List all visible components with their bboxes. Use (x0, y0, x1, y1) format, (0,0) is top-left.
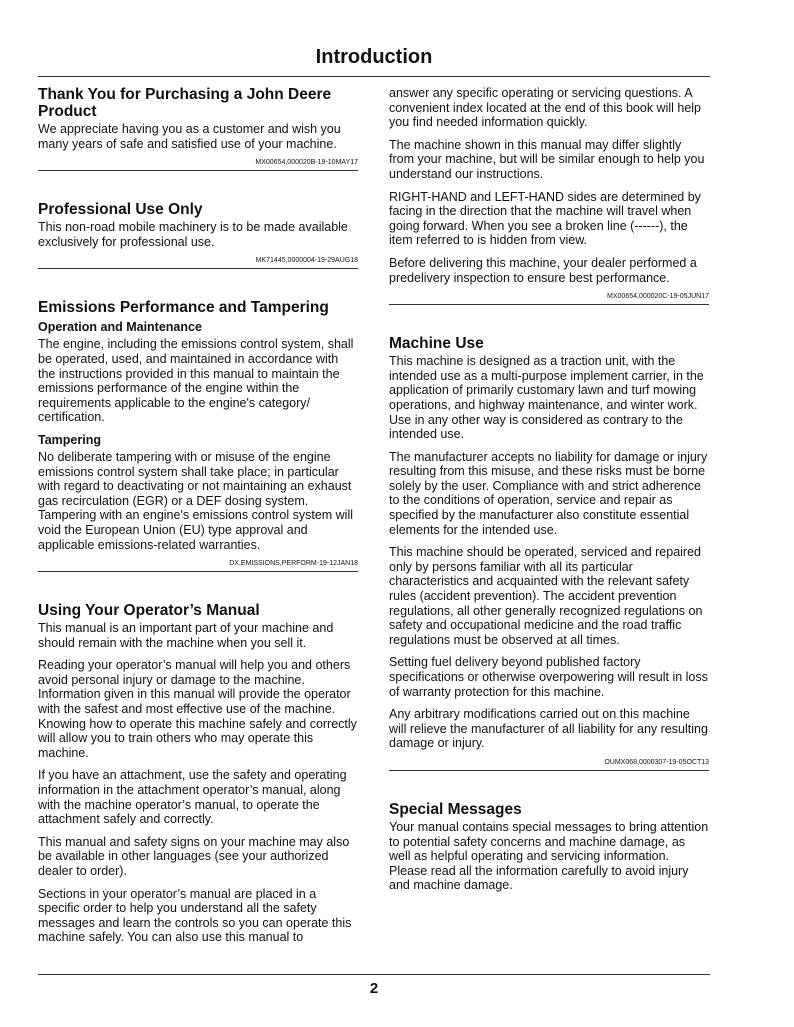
reference-code: MK71445,0000004-19-29AUG18 (38, 257, 358, 269)
section-heading: Machine Use (389, 335, 484, 353)
paragraph: Your manual contains special messages to bring attention to potential safety concerns and machine damage, as well as helpful operating and servicing information. Please read all the information carefully to avoid injury and machine damage. (389, 819, 709, 893)
paragraph: This manual is an important part of your machine and should remain with the machine when you sell it. (38, 621, 334, 650)
paragraph: This manual and safety signs on your machine may also be available in other languages (see your authorized dealer to order). (38, 834, 350, 878)
paragraph: RIGHT-HAND and LEFT-HAND sides are determined by facing in the direction that the machine will travel when going forward. When you see a broken line (------), the item referred to is hidden from view. (389, 189, 701, 248)
paragraph: This non-road mobile machinery is to be made available exclusively for professional use. (38, 220, 348, 249)
section-thank-you (38, 86, 358, 171)
paragraph: If you have an attachment, use the safety and operating information in the attachment operator’s manual, along with the machine operator’s manual, to operate the attachment safely and correctly. (38, 768, 347, 827)
reference-code: MX00654,000020B-19-10MAY17 (38, 159, 358, 171)
bottom-divider (38, 974, 710, 975)
reference-code: OUMX068,0000307-19-05OCT13 (389, 759, 709, 771)
paragraph: The engine, including the emissions control system, shall be operated, used, and maintained in accordance with the instructions provided in this manual to maintain the emissions performance of the engine within the requirements applicable to the engine's category/ certification. (38, 337, 354, 425)
reference-code: DX,EMISSIONS,PERFORM-19-12JAN18 (38, 560, 358, 572)
section-operators-manual (38, 602, 358, 945)
paragraph: The machine shown in this manual may differ slightly from your machine, but will be similar enough to help you understand our instructions. (389, 137, 705, 181)
paragraph: This machine is designed as a traction unit, with the intended use as a multi-purpose implement carrier, in the application of primarily customary lawn and turf mowing operations, and highway maintenance, and winter work. Use in any other way is considered as contrary to the intended use. (389, 354, 704, 442)
section-heading: Thank You for Purchasing a John Deere Product (38, 86, 332, 120)
paragraph: No deliberate tampering with or misuse of the engine emissions control system shall take place; in particular with regard to deactivating or not maintaining an exhaust gas recirculation (EGR) or a DEF dosing system. Tampering with an engine's emissions control system will void the European Union (EU) type approval and applicable emissions-related warranties. (38, 449, 354, 552)
paragraph: The manufacturer accepts no liability for damage or injury resulting from this misuse, and these risks must be borne solely by the user. Compliance with and strict adherence to the conditions of operation, service and repair as specified by the manufacturer also constitute essential elements for the intended use. (389, 449, 708, 537)
paragraph: answer any specific operating or servicing questions. A convenient index located at the end of this book will help you find needed information quickly. (389, 86, 702, 130)
subsection-heading: Operation and Maintenance (38, 320, 202, 335)
section-heading: Professional Use Only (38, 201, 203, 219)
section-professional-use (38, 201, 358, 269)
right-column (389, 86, 709, 915)
section-heading: Emissions Performance and Tampering (38, 299, 329, 317)
left-column (38, 86, 358, 967)
paragraph: Reading your operator’s manual will help you and others avoid personal injury or damage to the machine. Information given in this manual will provide the operator with the safest and most effective use of the machine. Knowing how to operate this machine safely and correctly will allow you to train others who may operate this machine. (38, 658, 357, 760)
page-number: 2 (369, 980, 379, 997)
paragraph: We appreciate having you as a customer and wish you many years of safe and satisfied use of your machine. (38, 122, 341, 151)
paragraph: Setting fuel delivery beyond published factory specifications or otherwise overpowering will result in loss of warranty protection for this machine. (389, 655, 708, 699)
subsection-heading: Tampering (38, 432, 101, 447)
section-heading: Special Messages (389, 800, 522, 818)
section-special-messages (389, 801, 709, 893)
section-emissions (38, 299, 358, 572)
paragraph: This machine should be operated, serviced and repaired only by persons familiar with all its particular characteristics and acquainted with the relevant safety rules (accident prevention). The accident prevention regulations, all other generally recognized regulations on safety and occupational medicine and the road traffic regulations must be observed at all times. (389, 545, 703, 647)
paragraph: Before delivering this machine, your dealer performed a predelivery inspection to ensure best performance. (389, 255, 697, 285)
paragraph: Sections in your operator’s manual are placed in a specific order to help you understand all the safety messages and learn the controls so you can operate this machine safely. You can also use this manual to (38, 886, 352, 945)
section-machine-use (389, 335, 709, 771)
section-operators-manual-continued (389, 86, 709, 305)
top-divider (38, 76, 710, 77)
page-title: Introduction (315, 46, 433, 68)
section-heading: Using Your Operator’s Manual (38, 602, 260, 620)
paragraph: Any arbitrary modifications carried out on this machine will relieve the manufacturer of all liability for any resulting damage or injury. (389, 707, 708, 751)
reference-code: MX00654,000020C-19-05JUN17 (389, 293, 709, 305)
